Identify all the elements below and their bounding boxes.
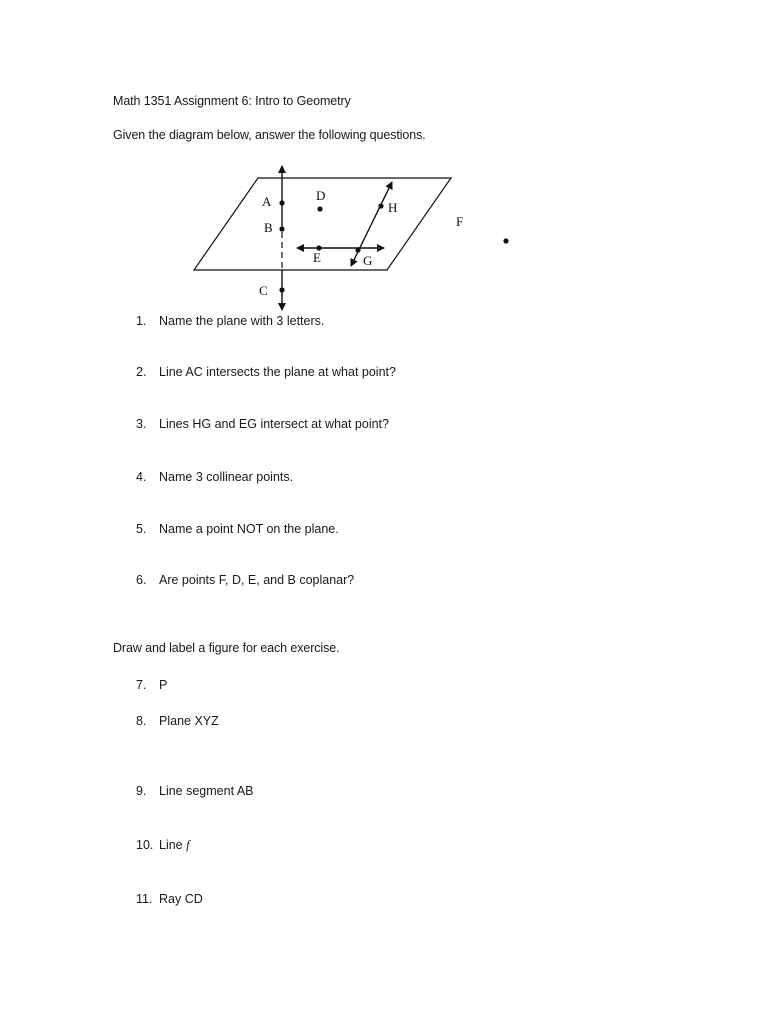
question-number: 6.: [136, 573, 147, 587]
instructions-text: Given the diagram below, answer the following questions.: [113, 128, 426, 142]
question-text: Name 3 collinear points.: [159, 470, 294, 484]
exercise-number: 10.: [136, 838, 154, 852]
plane-diagram: [180, 160, 530, 315]
label-d: D: [316, 188, 326, 203]
draw-instructions-text: Draw and label a figure for each exercise.: [113, 641, 340, 655]
line-name-italic: f: [186, 838, 190, 852]
question-number: 3.: [136, 417, 147, 431]
exercise-text: [159, 838, 190, 853]
label-a: A: [262, 194, 272, 209]
question-number: 5.: [136, 522, 147, 536]
exercise-text: Plane XYZ: [159, 714, 219, 728]
worksheet-title: Math 1351 Assignment 6: Intro to Geometry: [113, 94, 351, 108]
exercise-text: Ray CD: [159, 892, 203, 906]
question-text: Lines HG and EG intersect at what point?: [159, 417, 389, 431]
point-g: [355, 247, 360, 252]
question-text: Line AC intersects the plane at what point?: [159, 365, 396, 379]
point-h: [378, 203, 383, 208]
point-d: [317, 206, 322, 211]
exercise-text-label: Line: [159, 838, 183, 852]
exercise-number: 11.: [136, 892, 153, 906]
label-h: H: [388, 200, 398, 215]
exercise-number: 9.: [136, 784, 147, 798]
point-f: [503, 238, 508, 243]
label-e: E: [313, 250, 321, 265]
point-b: [279, 226, 284, 231]
point-c: [279, 287, 284, 292]
label-b: B: [264, 220, 273, 235]
question-text: Name the plane with 3 letters.: [159, 314, 325, 328]
exercise-number: 8.: [136, 714, 147, 728]
label-f: F: [456, 214, 464, 229]
exercise-number: 7.: [136, 678, 147, 692]
question-text: Are points F, D, E, and B coplanar?: [159, 573, 355, 587]
label-g: G: [363, 253, 373, 268]
point-a: [279, 200, 284, 205]
question-number: 2.: [136, 365, 147, 379]
question-number: 4.: [136, 470, 147, 484]
exercise-text: P: [159, 678, 168, 692]
label-c: C: [259, 283, 268, 298]
exercise-text: Line segment AB: [159, 784, 254, 798]
question-number: 1.: [136, 314, 147, 328]
question-text: Name a point NOT on the plane.: [159, 522, 339, 536]
